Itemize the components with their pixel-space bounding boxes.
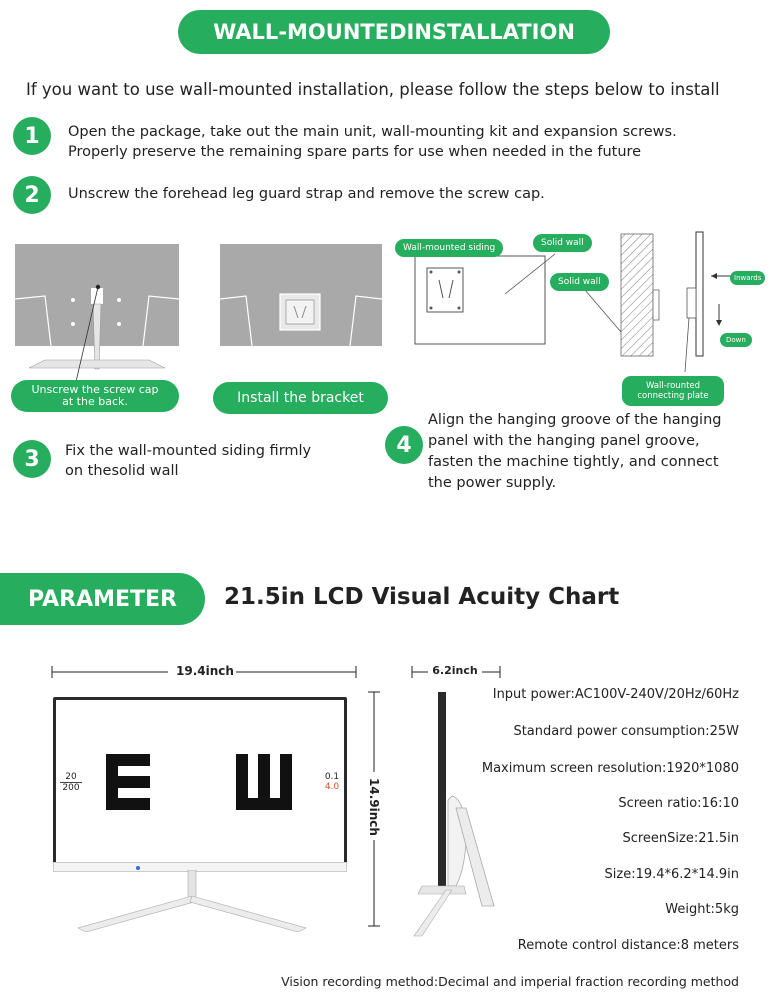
back-panel-illustration — [15, 244, 179, 346]
unscrew-caption — [11, 380, 179, 412]
tag-connecting-plate-line2: connecting plate — [637, 391, 709, 401]
spec-input-power: Input power:AC100V-240V/20Hz/60Hz — [492, 687, 739, 702]
step-3-number — [13, 440, 51, 478]
step-4-line1: Align the hanging groove of the hanging — [428, 412, 722, 428]
fraction-top: 20 — [60, 772, 82, 783]
step-4-number-text: 4 — [396, 432, 412, 458]
decimal-readout — [322, 772, 342, 792]
fraction-bottom: 200 — [62, 783, 80, 793]
tag-connecting-plate-line1: Wall-rounted — [645, 381, 701, 391]
spec-size: Size:19.4*6.2*14.9in — [604, 867, 739, 882]
tag-wall-mounted-siding: Wall-mounted siding — [395, 239, 503, 257]
spec-power-consumption: Standard power consumption:25W — [513, 724, 739, 739]
spec-vision-recording: Vision recording method:Decimal and imperial fraction recording method — [281, 974, 739, 989]
step-2-number — [13, 176, 51, 214]
decimal-top: 0.1 — [324, 772, 340, 782]
monitor-stand — [70, 870, 330, 932]
step-3-number-text: 3 — [24, 446, 40, 472]
tag-solid-wall-1: Solid wall — [533, 234, 592, 252]
parameter-title: 21.5in LCD Visual Acuity Chart — [224, 584, 620, 610]
install-bracket-caption — [213, 382, 388, 414]
spec-resolution: Maximum screen resolution:1920*1080 — [481, 761, 739, 776]
install-intro: If you want to use wall-mounted installation, please follow the steps below to install — [26, 80, 720, 99]
back-panel-drawing — [15, 244, 179, 374]
step-3-text — [65, 441, 311, 481]
step-4-text — [428, 410, 721, 494]
width-label: 19.4inch — [176, 664, 234, 678]
spec-screen-ratio: Screen ratio:16:10 — [618, 796, 739, 811]
monitor-side-view — [412, 690, 502, 940]
decimal-bottom: 4.0 — [324, 782, 340, 792]
step-4-line4: the power supply. — [428, 475, 557, 491]
bracket-panel-illustration — [220, 244, 382, 346]
spec-screen-size: ScreenSize:21.5in — [622, 831, 739, 846]
step-1-line1: Open the package, take out the main unit, wall-mounting kit and expansion screws. — [68, 124, 677, 140]
install-title: WALL-MOUNTEDINSTALLATION — [213, 20, 575, 44]
fraction-readout — [60, 772, 82, 793]
step-1-text — [68, 122, 677, 162]
bracket-drawing — [220, 244, 382, 346]
monitor-front — [53, 697, 347, 865]
step-4-line3: fasten the machine tightly, and connect — [428, 454, 719, 470]
unscrew-caption-line1: Unscrew the screw cap — [31, 383, 159, 396]
step-3-line1: Fix the wall-mounted siding firmly — [65, 443, 312, 459]
parameter-badge-text: PARAMETER — [28, 586, 177, 612]
step-2-number-text: 2 — [24, 182, 40, 208]
step-4-number — [385, 426, 423, 464]
spec-remote-distance: Remote control distance:8 meters — [517, 938, 739, 953]
step-2-text: Unscrew the forehead leg guard strap and remove the screw cap. — [68, 186, 545, 202]
tag-solid-wall-2: Solid wall — [550, 273, 609, 291]
e-optotype-right — [106, 754, 150, 810]
install-bracket-caption-text: Install the bracket — [237, 390, 364, 406]
tumbling-e-optotypes — [106, 754, 296, 814]
step-1-number-text: 1 — [24, 123, 40, 149]
height-label: 14.9inch — [367, 778, 381, 836]
parameter-badge — [0, 573, 205, 625]
spec-weight: Weight:5kg — [665, 902, 739, 917]
install-title-badge — [178, 10, 610, 54]
tag-connecting-plate — [622, 376, 724, 406]
tag-inwards: Inwards — [730, 271, 765, 285]
step-4-line2: panel with the hanging panel groove, — [428, 433, 700, 449]
step-1-line2: Properly preserve the remaining spare parts for use when needed in the future — [68, 144, 642, 160]
tag-down: Down — [720, 333, 752, 347]
step-3-line2: on thesolid wall — [65, 463, 179, 479]
e-optotype-up — [236, 754, 292, 810]
depth-label: 6.2inch — [432, 664, 478, 677]
step-1-number — [13, 117, 51, 155]
unscrew-caption-line2: at the back. — [62, 395, 128, 408]
